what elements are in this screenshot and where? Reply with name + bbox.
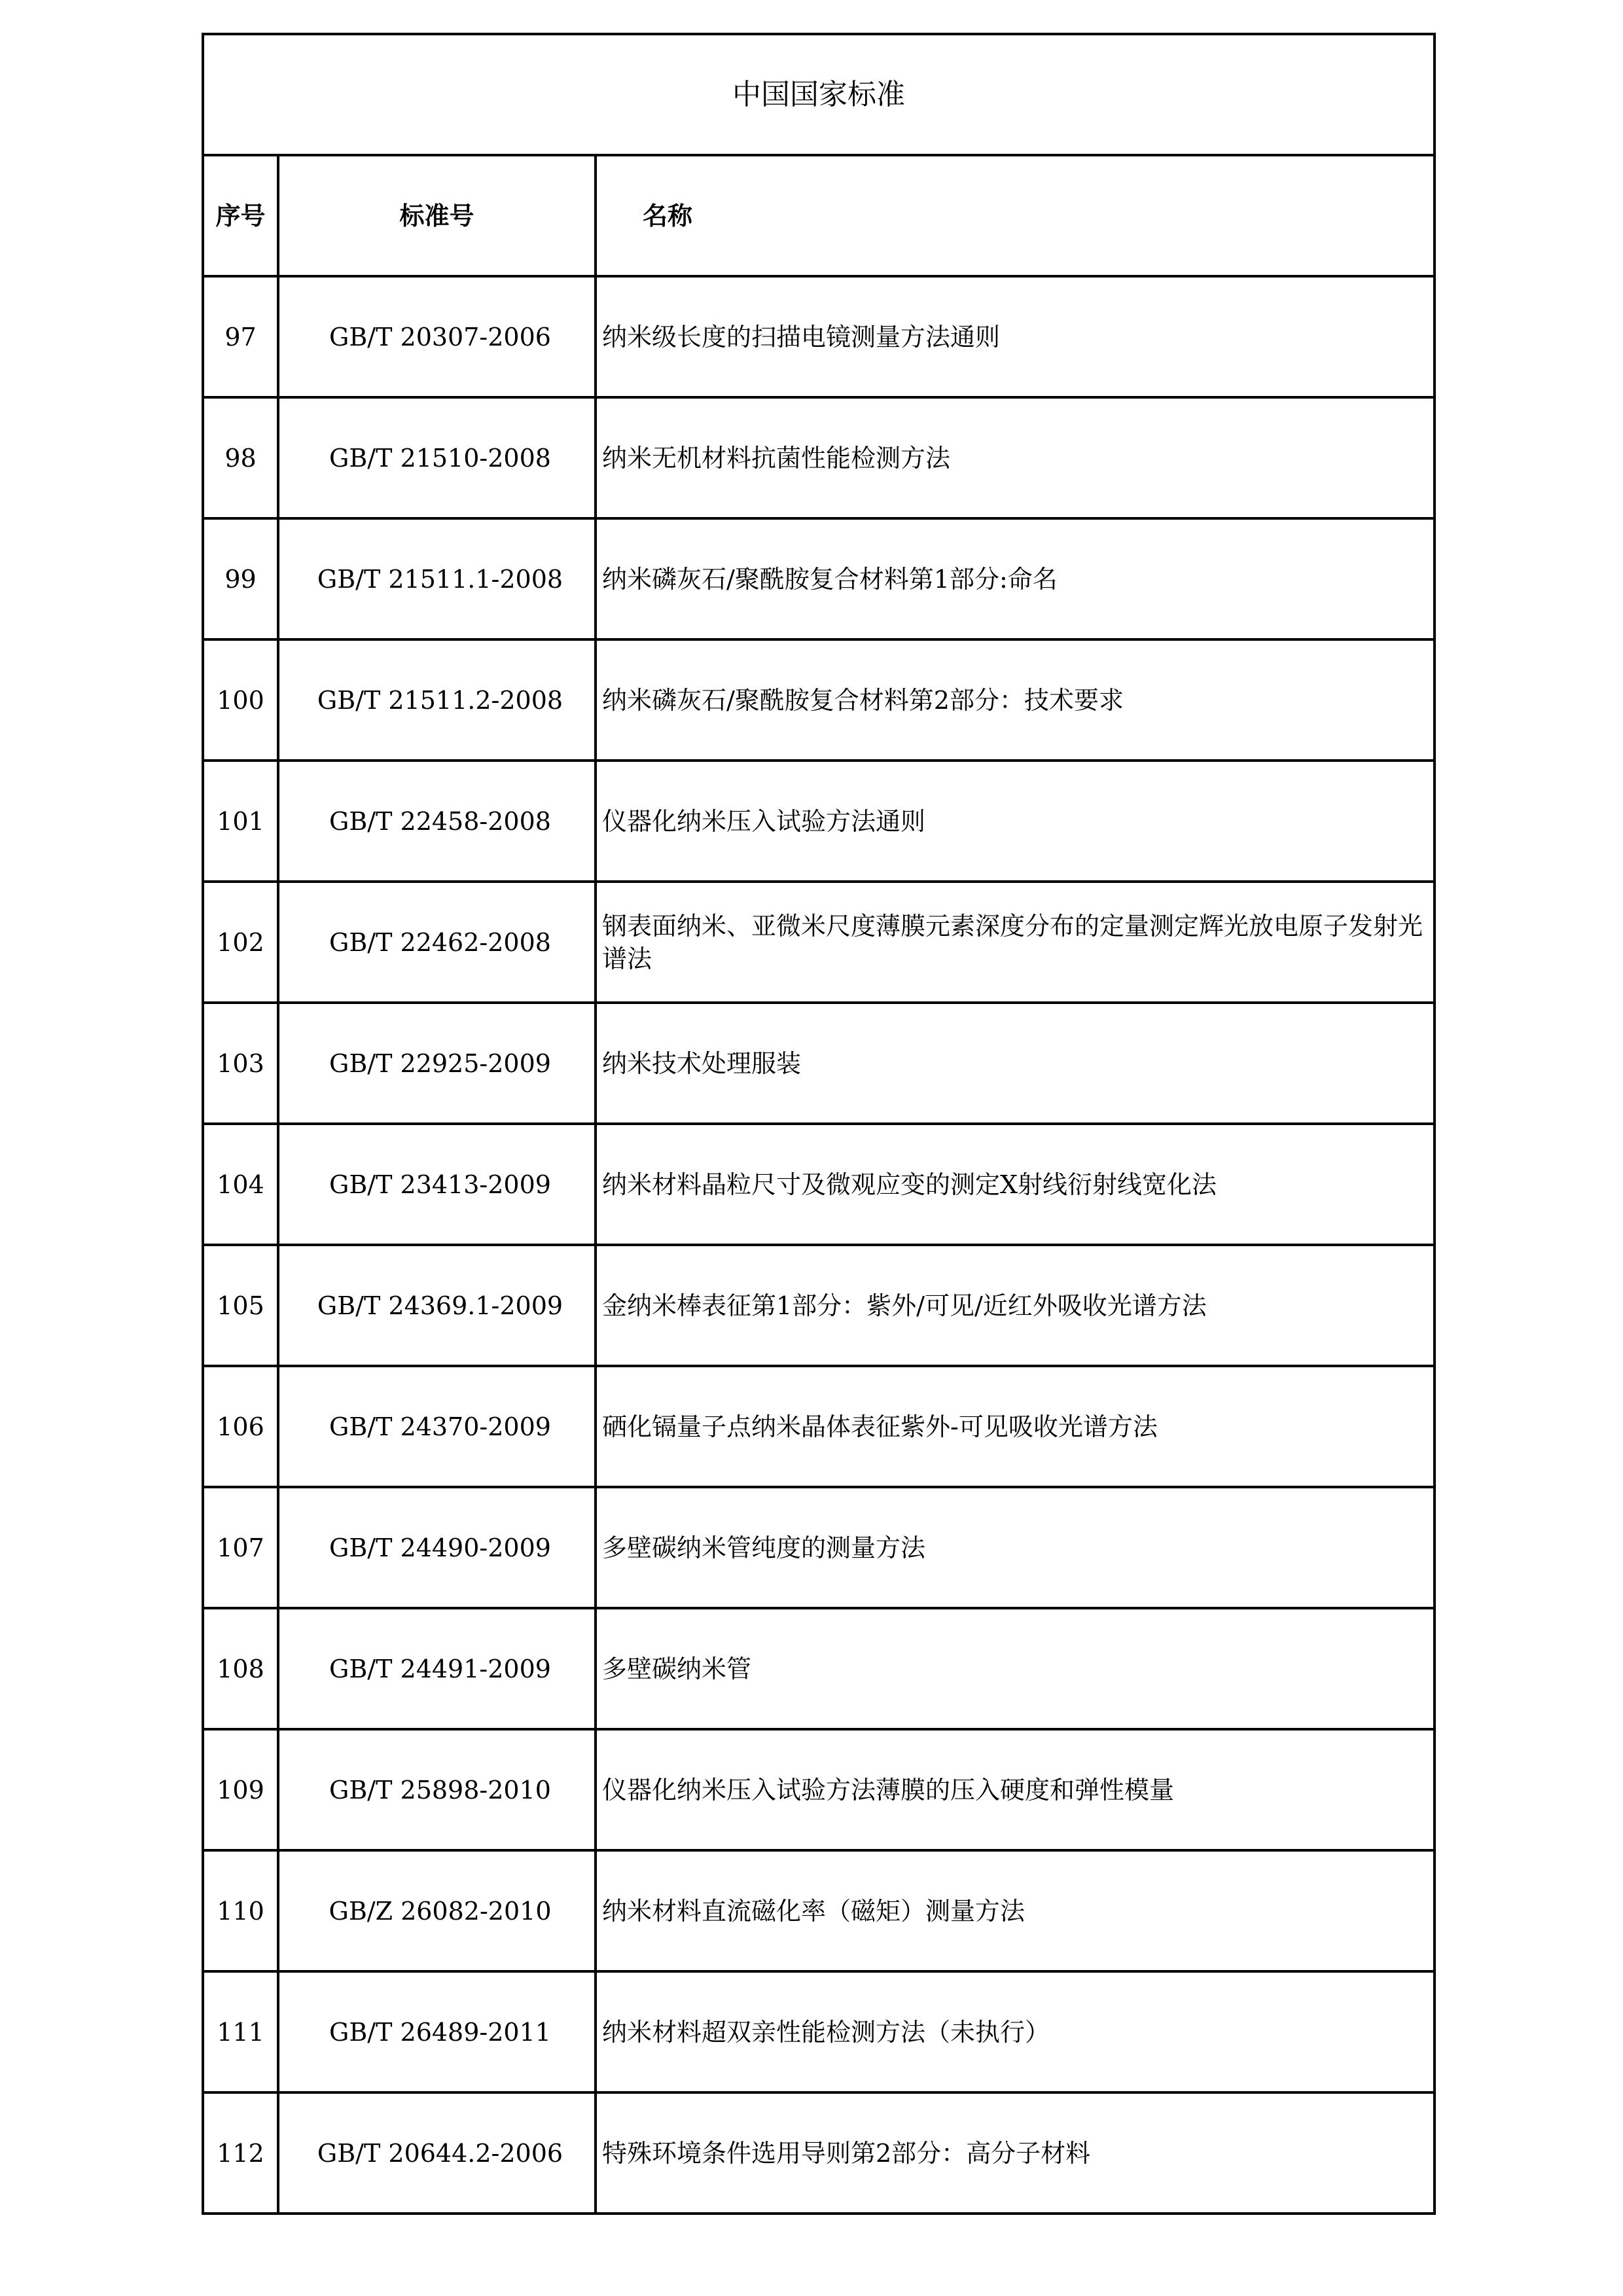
row-standard-name: 纳米材料超双亲性能检测方法（未执行） (596, 1971, 1435, 2092)
table-row (203, 1003, 1435, 1124)
table-title: 中国国家标准 (203, 34, 1435, 155)
row-standard-name: 仪器化纳米压入试验方法薄膜的压入硬度和弹性模量 (596, 1729, 1435, 1850)
table-row (203, 1245, 1435, 1366)
table-row (203, 1729, 1435, 1850)
table-row (203, 1124, 1435, 1245)
row-seq: 107 (203, 1487, 278, 1608)
row-standard-name: 仪器化纳米压入试验方法通则 (596, 761, 1435, 882)
row-seq: 101 (203, 761, 278, 882)
table-row (203, 1850, 1435, 1971)
row-standard-name: 纳米级长度的扫描电镜测量方法通则 (596, 276, 1435, 397)
table-row (203, 1366, 1435, 1487)
row-standard-code: GB/T 24369.1-2009 (278, 1245, 596, 1366)
row-standard-code: GB/T 21510-2008 (278, 397, 596, 518)
row-standard-code: GB/T 24370-2009 (278, 1366, 596, 1487)
row-standard-name: 特殊环境条件选用导则第2部分：高分子材料 (596, 2092, 1435, 2214)
table-row (203, 1971, 1435, 2092)
table-row (203, 1608, 1435, 1729)
row-standard-name: 金纳米棒表征第1部分：紫外/可见/近红外吸收光谱方法 (596, 1245, 1435, 1366)
row-standard-name: 纳米材料晶粒尺寸及微观应变的测定X射线衍射线宽化法 (596, 1124, 1435, 1245)
standards-table (202, 33, 1436, 2215)
table-row (203, 397, 1435, 518)
row-standard-code: GB/T 20307-2006 (278, 276, 596, 397)
row-standard-name: 钢表面纳米、亚微米尺度薄膜元素深度分布的定量测定辉光放电原子发射光谱法 (596, 882, 1435, 1003)
header-seq: 序号 (203, 155, 278, 276)
row-standard-name: 硒化镉量子点纳米晶体表征紫外-可见吸收光谱方法 (596, 1366, 1435, 1487)
row-standard-name: 多壁碳纳米管 (596, 1608, 1435, 1729)
row-standard-code: GB/T 21511.1-2008 (278, 518, 596, 639)
row-standard-code: GB/T 21511.2-2008 (278, 639, 596, 761)
row-standard-code: GB/T 24491-2009 (278, 1608, 596, 1729)
row-standard-code: GB/T 24490-2009 (278, 1487, 596, 1608)
row-seq: 106 (203, 1366, 278, 1487)
row-standard-code: GB/T 25898-2010 (278, 1729, 596, 1850)
header-row (203, 155, 1435, 276)
table-row (203, 882, 1435, 1003)
title-row (203, 34, 1435, 155)
row-seq: 102 (203, 882, 278, 1003)
row-seq: 99 (203, 518, 278, 639)
row-seq: 109 (203, 1729, 278, 1850)
row-standard-code: GB/Z 26082-2010 (278, 1850, 596, 1971)
row-seq: 110 (203, 1850, 278, 1971)
row-seq: 108 (203, 1608, 278, 1729)
header-name: 名称 (596, 155, 1435, 276)
table-row (203, 276, 1435, 397)
row-standard-name: 多壁碳纳米管纯度的测量方法 (596, 1487, 1435, 1608)
table-row (203, 518, 1435, 639)
header-code: 标准号 (278, 155, 596, 276)
table-row (203, 639, 1435, 761)
table-row (203, 1487, 1435, 1608)
table-row (203, 2092, 1435, 2214)
row-seq: 105 (203, 1245, 278, 1366)
row-seq: 111 (203, 1971, 278, 2092)
row-seq: 100 (203, 639, 278, 761)
row-seq: 97 (203, 276, 278, 397)
row-seq: 103 (203, 1003, 278, 1124)
row-seq: 104 (203, 1124, 278, 1245)
row-standard-name: 纳米无机材料抗菌性能检测方法 (596, 397, 1435, 518)
row-standard-code: GB/T 22925-2009 (278, 1003, 596, 1124)
row-standard-code: GB/T 23413-2009 (278, 1124, 596, 1245)
row-seq: 98 (203, 397, 278, 518)
row-standard-name: 纳米磷灰石/聚酰胺复合材料第2部分：技术要求 (596, 639, 1435, 761)
row-standard-code: GB/T 22458-2008 (278, 761, 596, 882)
row-standard-code: GB/T 26489-2011 (278, 1971, 596, 2092)
row-standard-code: GB/T 22462-2008 (278, 882, 596, 1003)
row-standard-name: 纳米技术处理服装 (596, 1003, 1435, 1124)
row-seq: 112 (203, 2092, 278, 2214)
row-standard-name: 纳米材料直流磁化率（磁矩）测量方法 (596, 1850, 1435, 1971)
row-standard-name: 纳米磷灰石/聚酰胺复合材料第1部分:命名 (596, 518, 1435, 639)
table-row (203, 761, 1435, 882)
row-standard-code: GB/T 20644.2-2006 (278, 2092, 596, 2214)
